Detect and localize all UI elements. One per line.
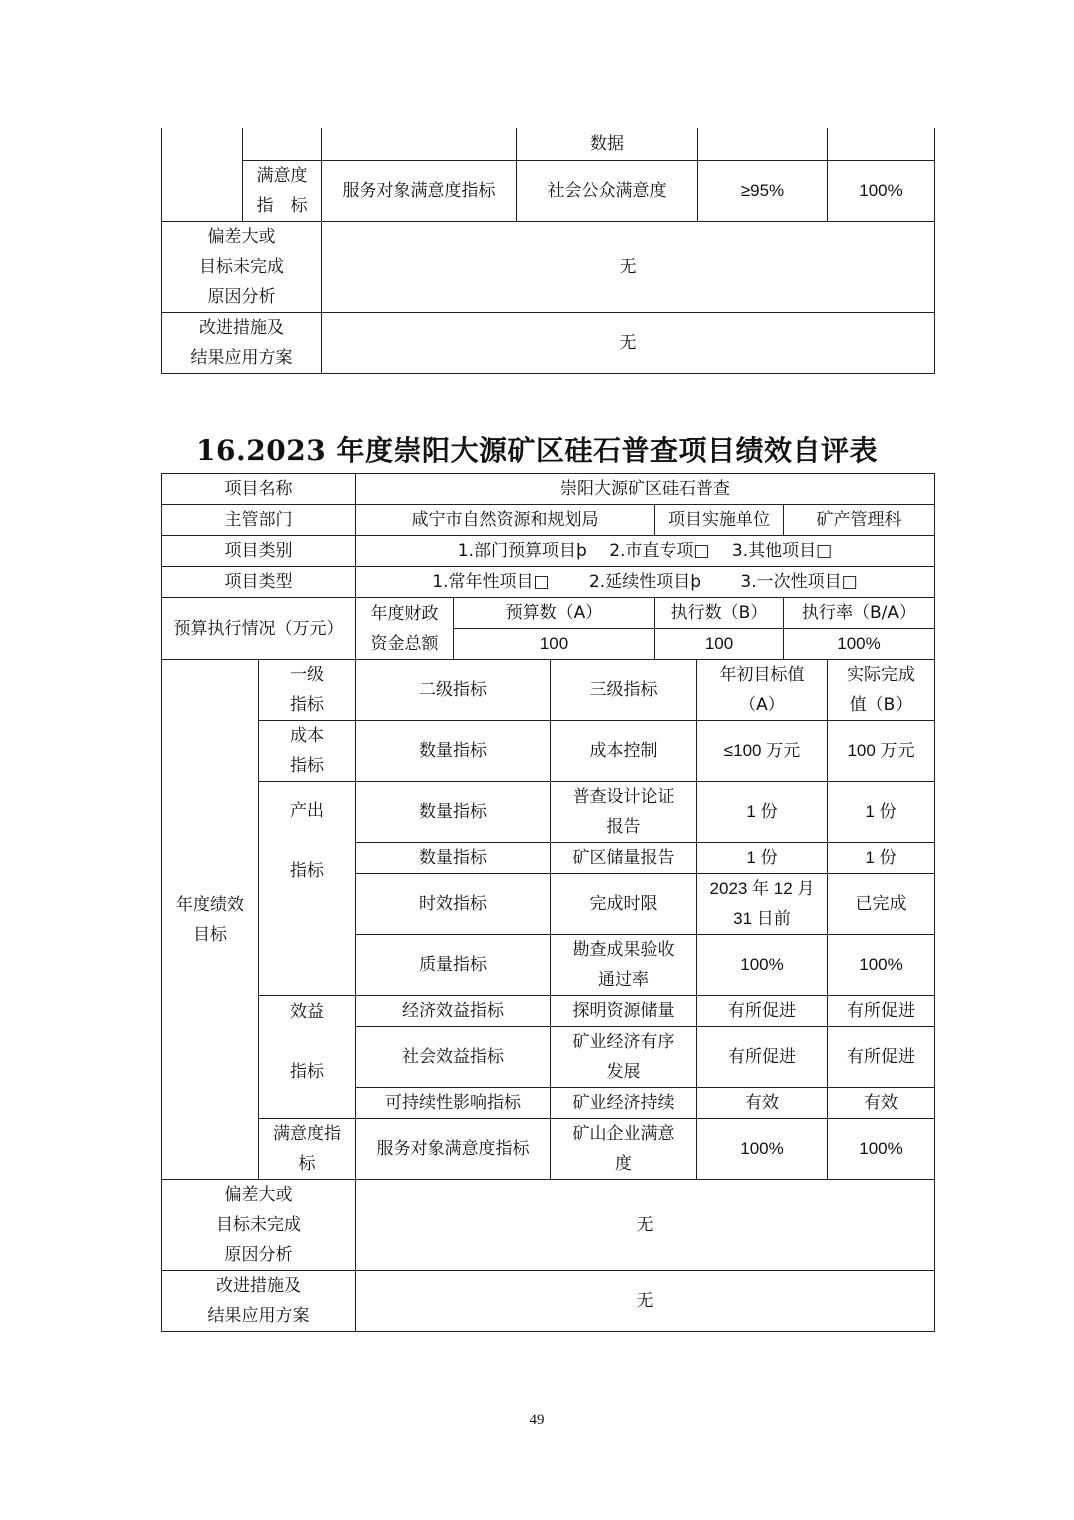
satisfaction-level2: 服务对象满意度指标 (356, 1119, 551, 1180)
cost-level1: 成本 指标 (259, 721, 356, 782)
output-level3: 矿区储量报告 (551, 843, 697, 874)
output-actual: 1 份 (828, 782, 935, 843)
improvement-label: 改进措施及 结果应用方案 (162, 1271, 356, 1332)
empty-cell (698, 128, 828, 160)
cost-level2: 数量指标 (356, 721, 551, 782)
target-value: ≥95% (698, 160, 828, 221)
empty-cell (322, 128, 517, 160)
annual-fund-label: 年度财政 资金总额 (356, 598, 454, 660)
budget-b-label: 执行数（B） (655, 598, 784, 629)
dept-value: 咸宁市自然资源和规划局 (356, 505, 655, 536)
budget-label: 预算执行情况（万元） (162, 598, 356, 660)
rate-label: 执行率（B/A） (784, 598, 935, 629)
benefit-level2: 经济效益指标 (356, 996, 551, 1027)
head-level2: 二级指标 (356, 660, 551, 721)
output-target: 2023 年 12 月 31 日前 (697, 874, 828, 935)
output-level3: 普查设计论证 报告 (551, 782, 697, 843)
deviation-label: 偏差大或 目标未完成 原因分析 (162, 221, 322, 312)
rate-value: 100% (784, 629, 935, 660)
output-actual: 100% (828, 935, 935, 996)
head-target: 年初目标值 （A） (697, 660, 828, 721)
output-actual: 已完成 (828, 874, 935, 935)
benefit-level2: 可持续性影响指标 (356, 1088, 551, 1119)
page-title: 16.2023 年度崇阳大源矿区硅石普查项目绩效自评表 (196, 434, 878, 467)
cost-actual: 100 万元 (828, 721, 935, 782)
deviation-value: 无 (322, 221, 935, 312)
satisfaction-level1: 满意度指 标 (259, 1119, 356, 1180)
benefit-actual: 有所促进 (828, 996, 935, 1027)
empty-cell (828, 128, 935, 160)
budget-a-value: 100 (454, 629, 655, 660)
cost-level3: 成本控制 (551, 721, 697, 782)
budget-b-value: 100 (655, 629, 784, 660)
cost-target: ≤100 万元 (697, 721, 828, 782)
performance-self-evaluation-table (161, 473, 935, 1332)
benefit-actual: 有所促进 (828, 1027, 935, 1088)
category-value: 1.部门预算项目þ 2.市直专项□ 3.其他项目□ (356, 536, 935, 567)
output-level2: 时效指标 (356, 874, 551, 935)
output-level2: 质量指标 (356, 935, 551, 996)
empty-cell (243, 128, 322, 160)
satisfaction-target: 100% (697, 1119, 828, 1180)
impl-unit-label: 项目实施单位 (655, 505, 784, 536)
head-actual: 实际完成 值（B） (828, 660, 935, 721)
deviation-label: 偏差大或 目标未完成 原因分析 (162, 1180, 356, 1271)
benefit-target: 有所促进 (697, 996, 828, 1027)
level2-satisfaction: 服务对象满意度指标 (322, 160, 517, 221)
project-name: 崇阳大源矿区硅石普查 (356, 474, 935, 505)
output-level3: 勘查成果验收 通过率 (551, 935, 697, 996)
benefit-level3: 矿业经济有序 发展 (551, 1027, 697, 1088)
project-name-label: 项目名称 (162, 474, 356, 505)
actual-value: 100% (828, 160, 935, 221)
impl-unit-value: 矿产管理科 (784, 505, 935, 536)
output-level3: 完成时限 (551, 874, 697, 935)
output-actual: 1 份 (828, 843, 935, 874)
type-label: 项目类型 (162, 567, 356, 598)
head-level3: 三级指标 (551, 660, 697, 721)
benefit-level1: 效益 指标 (259, 996, 356, 1119)
improvement-value: 无 (356, 1271, 935, 1332)
improvement-label: 改进措施及 结果应用方案 (162, 312, 322, 373)
benefit-target: 有效 (697, 1088, 828, 1119)
page-number: 49 (529, 1412, 545, 1428)
type-value: 1.常年性项目□ 2.延续性项目þ 3.一次性项目□ (356, 567, 935, 598)
budget-a-label: 预算数（A） (454, 598, 655, 629)
satisfaction-level3: 矿山企业满意 度 (551, 1119, 697, 1180)
dept-label: 主管部门 (162, 505, 356, 536)
benefit-actual: 有效 (828, 1088, 935, 1119)
data-cell: 数据 (517, 128, 698, 160)
output-target: 100% (697, 935, 828, 996)
output-level2: 数量指标 (356, 782, 551, 843)
benefit-level3: 探明资源储量 (551, 996, 697, 1027)
output-target: 1 份 (697, 782, 828, 843)
output-level2: 数量指标 (356, 843, 551, 874)
level3-satisfaction: 社会公众满意度 (517, 160, 698, 221)
benefit-level3: 矿业经济持续 (551, 1088, 697, 1119)
previous-performance-table (161, 128, 935, 374)
improvement-value: 无 (322, 312, 935, 373)
category-label: 项目类别 (162, 536, 356, 567)
benefit-target: 有所促进 (697, 1027, 828, 1088)
empty-cell (162, 128, 243, 221)
benefit-level2: 社会效益指标 (356, 1027, 551, 1088)
satisfaction-actual: 100% (828, 1119, 935, 1180)
level1-satisfaction: 满意度 指 标 (243, 160, 322, 221)
deviation-value: 无 (356, 1180, 935, 1271)
output-target: 1 份 (697, 843, 828, 874)
output-level1: 产出 指标 (259, 782, 356, 996)
annual-goal-label: 年度绩效 目标 (162, 660, 259, 1180)
head-level1: 一级 指标 (259, 660, 356, 721)
